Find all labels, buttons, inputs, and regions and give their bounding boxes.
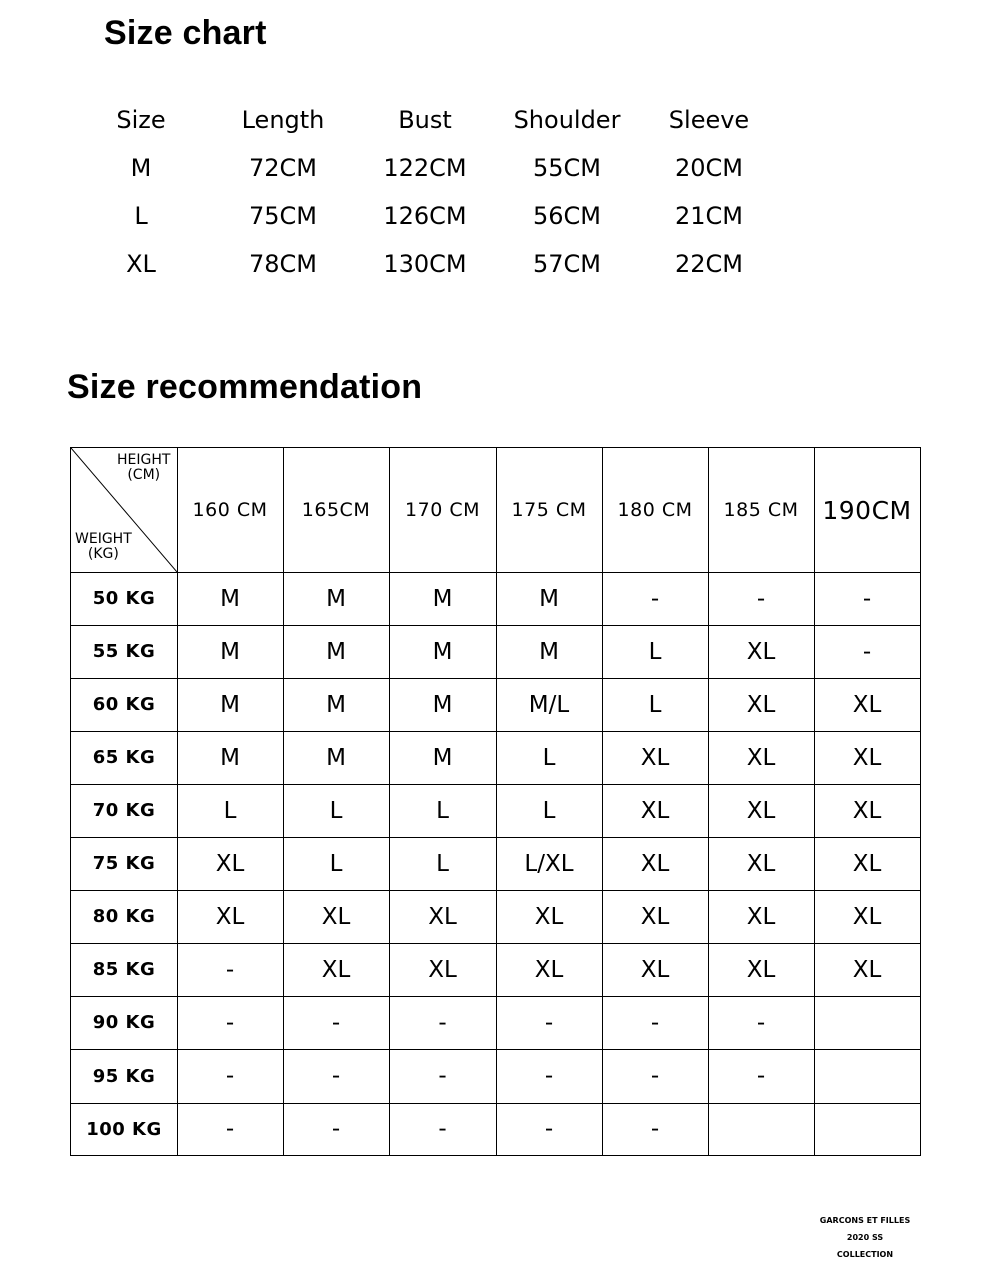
size-recommendation-cell: -: [225, 1009, 235, 1036]
size-chart-cell: 57CM: [532, 250, 601, 278]
size-recommendation-cell: L: [329, 850, 343, 877]
size-recommendation-cell: L: [223, 797, 237, 824]
weight-header: 75 KG: [92, 853, 156, 874]
size-recommendation-cell: XL: [534, 903, 564, 930]
size-recommendation-cell: -: [650, 1009, 660, 1036]
corner-height-unit: (CM): [127, 467, 161, 483]
size-recommendation-cell: L/XL: [524, 850, 574, 877]
size-recommendation-cell: M: [220, 691, 240, 718]
size-recommendation-cell: -: [225, 1063, 235, 1089]
size-recommendation-cell: M: [220, 744, 240, 771]
size-chart-table: [70, 96, 780, 288]
size-recommendation-cell: XL: [852, 850, 882, 877]
size-recommendation-cell: XL: [640, 956, 670, 983]
height-header: 185 CM: [723, 499, 799, 521]
size-recommendation-cell: M: [539, 585, 559, 612]
size-recommendation-cell: M: [432, 691, 453, 718]
height-header: 180 CM: [617, 499, 693, 521]
size-recommendation-cell: [708, 1103, 814, 1155]
size-recommendation-cell: M: [326, 691, 346, 718]
size-recommendation-cell: XL: [321, 956, 351, 983]
footer-line-3: COLLECTION: [836, 1250, 894, 1259]
weight-header: 50 KG: [92, 588, 156, 609]
corner-height-label: [117, 453, 170, 483]
weight-header: 65 KG: [92, 747, 156, 768]
size-recommendation-cell: M: [539, 638, 559, 665]
size-recommendation-cell: M: [220, 585, 240, 612]
size-recommendation-cell: XL: [640, 797, 670, 824]
size-chart-row: [70, 192, 780, 240]
size-recommendation-cell: XL: [746, 638, 776, 665]
size-recommendation-cell: -: [331, 1116, 341, 1142]
corner-weight-label: [75, 532, 132, 562]
size-recommendation-cell: XL: [746, 956, 776, 983]
size-recommendation-cell: XL: [852, 744, 882, 771]
size-recommendation-cell: XL: [321, 903, 351, 930]
size-chart-cell: 75CM: [248, 202, 317, 230]
size-chart-cell: 20CM: [674, 154, 743, 182]
size-recommendation-cell: L: [436, 797, 449, 824]
size-recommendation-cell: -: [544, 1116, 554, 1142]
size-chart-cell: 122CM: [383, 154, 467, 182]
size-recommendation-cell: L: [329, 797, 343, 824]
size-chart-row: [70, 144, 780, 192]
size-chart-header-row: [70, 96, 780, 144]
size-recommendation-cell: -: [862, 638, 872, 665]
size-recommendation-cell: -: [650, 585, 660, 612]
size-recommendation-cell: [814, 996, 920, 1049]
size-recommendation-cell: M: [432, 744, 453, 771]
height-header: 170 CM: [405, 499, 480, 521]
weight-header: 70 KG: [92, 800, 156, 821]
size-recommendation-cell: M/L: [528, 691, 570, 718]
size-recommendation-cell: -: [650, 1116, 660, 1142]
size-recommendation-cell: XL: [746, 744, 776, 771]
size-recommendation-cell: -: [225, 1116, 235, 1142]
size-recommendation-cell: -: [756, 1063, 766, 1089]
size-recommendation-cell: -: [756, 1009, 766, 1036]
size-recommendation-cell: -: [438, 1063, 447, 1089]
corner-weight-text: WEIGHT: [75, 531, 132, 547]
size-recommendation-cell: L: [542, 744, 556, 771]
size-recommendation-cell: -: [438, 1116, 447, 1142]
size-recommendation-cell: XL: [746, 691, 776, 718]
size-recommendation-cell: XL: [852, 691, 882, 718]
size-recommendation-cell: L: [436, 850, 449, 877]
size-chart-cell: 22CM: [674, 250, 743, 278]
footer-line-1: GARCONS ET FILLES: [819, 1216, 911, 1225]
size-recommendation-cell: XL: [746, 903, 776, 930]
size-recommendation-cell: -: [225, 956, 235, 983]
size-recommendation-cell: L: [542, 797, 556, 824]
size-recommendation-cell: [814, 1103, 920, 1155]
weight-header: 85 KG: [92, 959, 156, 980]
weight-header: 60 KG: [92, 694, 156, 715]
size-chart-cell: 55CM: [532, 154, 601, 182]
size-recommendation-cell: M: [220, 638, 240, 665]
size-recommendation-cell: XL: [428, 903, 457, 930]
size-recommendation-cell: M: [432, 638, 453, 665]
weight-header: 90 KG: [92, 1012, 156, 1033]
size-recommendation-cell: XL: [428, 956, 457, 983]
size-chart-cell: 21CM: [674, 202, 743, 230]
size-recommendation-cell: M: [326, 585, 346, 612]
size-recommendation-cell: M: [326, 638, 346, 665]
size-recommendation-cell: L: [648, 638, 662, 665]
size-recommendation-cell: XL: [746, 797, 776, 824]
size-chart-cell: Shoulder: [513, 106, 621, 134]
size-recommendation-cell: XL: [534, 956, 564, 983]
size-recommendation-cell: M: [432, 585, 453, 612]
size-recommendation-cell: XL: [852, 956, 882, 983]
size-recommendation-cell: -: [862, 585, 872, 612]
height-header: 165CM: [301, 499, 371, 521]
size-recommendation-cell: M: [326, 744, 346, 771]
weight-header: 95 KG: [92, 1065, 156, 1087]
size-recommendation-cell: XL: [215, 903, 245, 930]
brand-footer: [805, 1212, 925, 1263]
corner-weight-unit: (KG): [87, 546, 119, 562]
size-recommendation-cell: XL: [640, 903, 670, 930]
size-chart-cell: 72CM: [248, 154, 317, 182]
size-recommendation-cell: -: [544, 1063, 554, 1089]
size-recommendation-cell: -: [331, 1063, 341, 1089]
size-chart-cell: XL: [126, 250, 156, 278]
size-chart-cell: 78CM: [248, 250, 317, 278]
size-recommendation-cell: -: [544, 1009, 554, 1036]
size-chart-cell: M: [130, 154, 152, 182]
size-recommendation-grid: [70, 447, 921, 1156]
size-chart-cell: Length: [241, 106, 325, 134]
size-recommendation-cell: -: [756, 585, 766, 612]
footer-line-2: 2020 SS: [846, 1233, 884, 1242]
size-recommendation-cell: -: [650, 1063, 660, 1089]
height-header: 190CM: [822, 495, 912, 525]
corner-height-text: HEIGHT: [117, 452, 171, 468]
size-chart-cell: 126CM: [383, 202, 467, 230]
size-chart-cell: Sleeve: [668, 106, 750, 134]
weight-header: 55 KG: [92, 641, 156, 662]
height-header: 160 CM: [192, 499, 268, 521]
size-chart-title: Size chart: [104, 14, 267, 52]
weight-header: 80 KG: [92, 906, 156, 927]
size-chart-row: [70, 240, 780, 288]
size-recommendation-cell: -: [331, 1009, 341, 1036]
height-header: 175 CM: [511, 499, 587, 521]
size-recommendation-cell: XL: [852, 797, 882, 824]
weight-header: 100 KG: [86, 1118, 162, 1140]
size-recommendation-cell: XL: [852, 903, 882, 930]
size-recommendation-cell: [814, 1049, 920, 1103]
size-chart-cell: L: [134, 202, 148, 230]
size-chart-cell: 56CM: [532, 202, 601, 230]
size-recommendation-cell: XL: [215, 850, 245, 877]
size-recommendation-cell: -: [438, 1009, 447, 1036]
size-recommendation-cell: L: [648, 691, 662, 718]
size-chart-cell: 130CM: [383, 250, 467, 278]
size-recommendation-title: Size recommendation: [67, 368, 423, 406]
size-recommendation-cell: XL: [746, 850, 776, 877]
size-recommendation-cell: XL: [640, 744, 670, 771]
size-chart-cell: Size: [116, 106, 166, 134]
size-recommendation-cell: XL: [640, 850, 670, 877]
size-chart-cell: Bust: [398, 106, 452, 134]
